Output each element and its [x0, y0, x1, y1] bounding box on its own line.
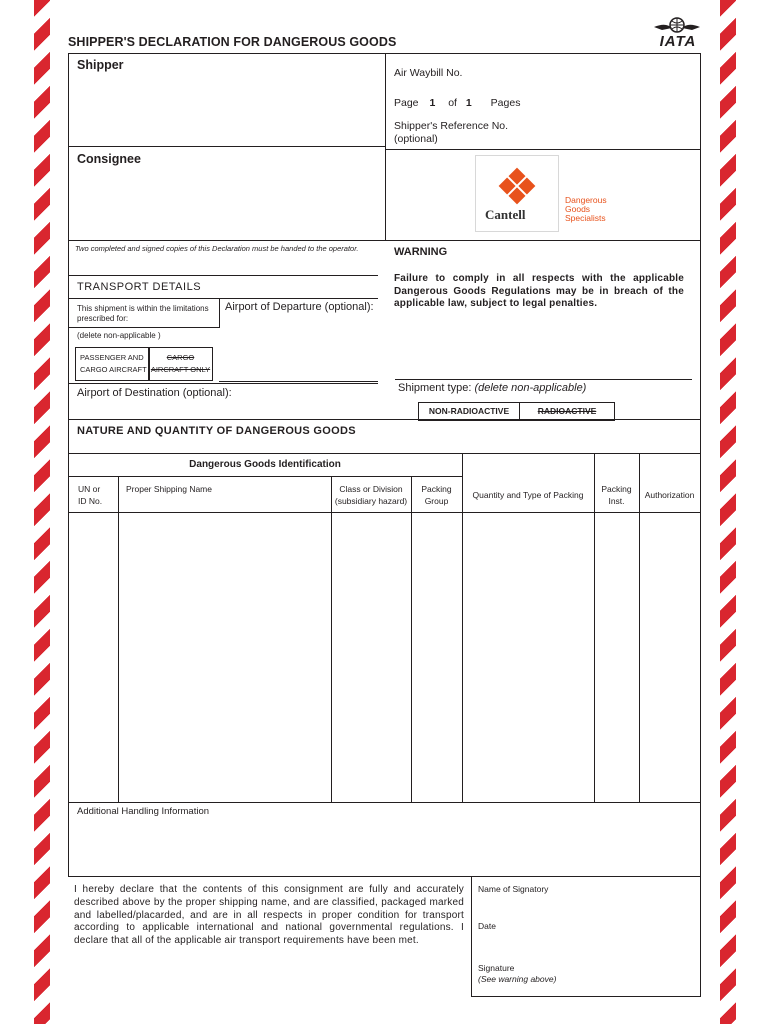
shipper-label: Shipper — [77, 58, 124, 72]
transport-bottom-line — [68, 383, 378, 384]
col-pg-line-2: Group — [424, 496, 449, 506]
departure-underline — [219, 381, 378, 382]
table-header-bottom — [68, 512, 701, 513]
shipment-type-label — [398, 382, 586, 394]
col-proper-shipping-name: Proper Shipping Name — [126, 484, 212, 494]
transport-divider — [219, 298, 220, 328]
cargo-label-1: CARGO — [166, 353, 195, 362]
consignee-divider — [68, 240, 701, 241]
cargo-label-2: AIRCRAFT ONLY — [150, 365, 211, 374]
shipment-type-text: Shipment type: — [398, 382, 472, 394]
col-pi-line-2: Inst. — [608, 496, 625, 506]
departure-label: Airport of Departure (optional): — [225, 301, 374, 313]
signatory-right — [700, 876, 701, 996]
col-class-line-2: (subsidiary hazard) — [334, 496, 408, 506]
cantell-logo — [475, 155, 559, 232]
col-quantity-type: Quantity and Type of Packing — [472, 490, 584, 500]
center-divider-top — [385, 53, 386, 241]
name-of-signatory-label: Name of Signatory — [478, 884, 549, 894]
date-label: Date — [478, 921, 496, 931]
col-divider-pg — [462, 453, 463, 802]
delete-note: (delete non-applicable ) — [77, 331, 161, 340]
shipment-type-top-line — [395, 379, 692, 380]
nature-top-line — [68, 419, 701, 420]
warning-text: Failure to comply in all respects with the applicable Dangerous Goods Regulations may be in breach of the applicable law, subject to legal penalties. — [394, 273, 684, 309]
transport-title-line — [68, 298, 378, 299]
table-bottom-line — [68, 802, 701, 803]
col-divider-class — [411, 476, 412, 802]
page-label: Page — [394, 97, 419, 109]
shipper-reference-optional: (optional) — [394, 133, 438, 145]
additional-handling-label: Additional Handling Information — [77, 806, 210, 817]
passenger-aircraft-option[interactable] — [75, 347, 150, 381]
cantell-diamond-icon — [497, 166, 537, 206]
col-pg-line-1: Packing — [421, 484, 452, 494]
radioactive-label: RADIOACTIVE — [537, 406, 597, 416]
shipper-divider — [68, 146, 386, 147]
col-pi-line-1: Packing — [601, 484, 632, 494]
shipper-reference-label: Shipper's Reference No. — [394, 120, 509, 132]
signatory-divider — [471, 876, 472, 996]
pages-label: Pages — [490, 97, 521, 109]
identification-line — [68, 476, 462, 477]
cantell-tag-1: Dangerous — [565, 195, 607, 205]
non-radioactive-label: NON-RADIOACTIVE — [428, 406, 510, 416]
transport-top-line — [68, 275, 378, 276]
consignee-label: Consignee — [77, 152, 141, 166]
frame-right — [700, 53, 701, 877]
air-waybill-label: Air Waybill No. — [394, 67, 463, 79]
shipment-type-note: (delete non-applicable) — [474, 382, 587, 394]
iata-logo-text: IATA — [659, 33, 697, 50]
of-label: of — [448, 97, 457, 109]
iata-logo — [652, 16, 702, 50]
cantell-tag-3: Specialists — [565, 213, 606, 223]
limitations-line-2: prescribed for: — [77, 314, 129, 323]
destination-label: Airport of Destination (optional): — [77, 387, 232, 399]
passenger-label-1: PASSENGER AND — [80, 353, 144, 362]
right-hazard-border — [720, 0, 736, 1024]
page-title: SHIPPER'S DECLARATION FOR DANGEROUS GOODS — [68, 35, 397, 49]
transport-title: TRANSPORT DETAILS — [77, 281, 202, 293]
signature-label: Signature — [478, 963, 515, 973]
passenger-label-2: CARGO AIRCRAFT — [80, 365, 147, 374]
limitations-line-1: This shipment is within the limitations — [77, 304, 209, 313]
cargo-aircraft-option[interactable] — [148, 347, 213, 381]
col-un-line-2: ID No. — [78, 496, 103, 506]
warning-title: WARNING — [394, 246, 448, 258]
col-divider-un — [118, 476, 119, 802]
signatory-bottom — [471, 996, 701, 997]
copies-note: Two completed and signed copies of this Declaration must be handed to the operator. — [75, 244, 359, 253]
nature-title: NATURE AND QUANTITY OF DANGEROUS GOODS — [77, 425, 356, 437]
table-top-line — [68, 453, 701, 454]
left-hazard-border — [34, 0, 50, 1024]
col-authorization: Authorization — [644, 490, 695, 500]
waybill-divider — [386, 149, 701, 150]
additional-bottom-line — [68, 876, 701, 877]
col-divider-psn — [331, 476, 332, 802]
cantell-name: Cantell — [485, 207, 526, 222]
page-number[interactable]: 1 — [429, 97, 436, 109]
signature-note: (See warning above) — [478, 974, 557, 984]
col-un-line-1: UN or — [78, 484, 101, 494]
page-total[interactable]: 1 — [465, 97, 472, 109]
transport-mid-line — [68, 327, 220, 328]
declaration-text: I hereby declare that the contents of this consignment are fully and accurately described above by the proper shipping name, and are classified, packaged marked and labelled/placarded, and are in all respects in proper condition for transport according to applicable international and national governmental regulations. I declare that all of the applicable air transport requirements have been met. — [74, 884, 464, 947]
identification-header: Dangerous Goods Identification — [189, 459, 341, 470]
col-divider-pi — [639, 453, 640, 802]
page-count-line — [394, 97, 520, 109]
col-class-line-1: Class or Division — [339, 484, 403, 494]
cantell-tag-2: Goods — [565, 204, 591, 214]
